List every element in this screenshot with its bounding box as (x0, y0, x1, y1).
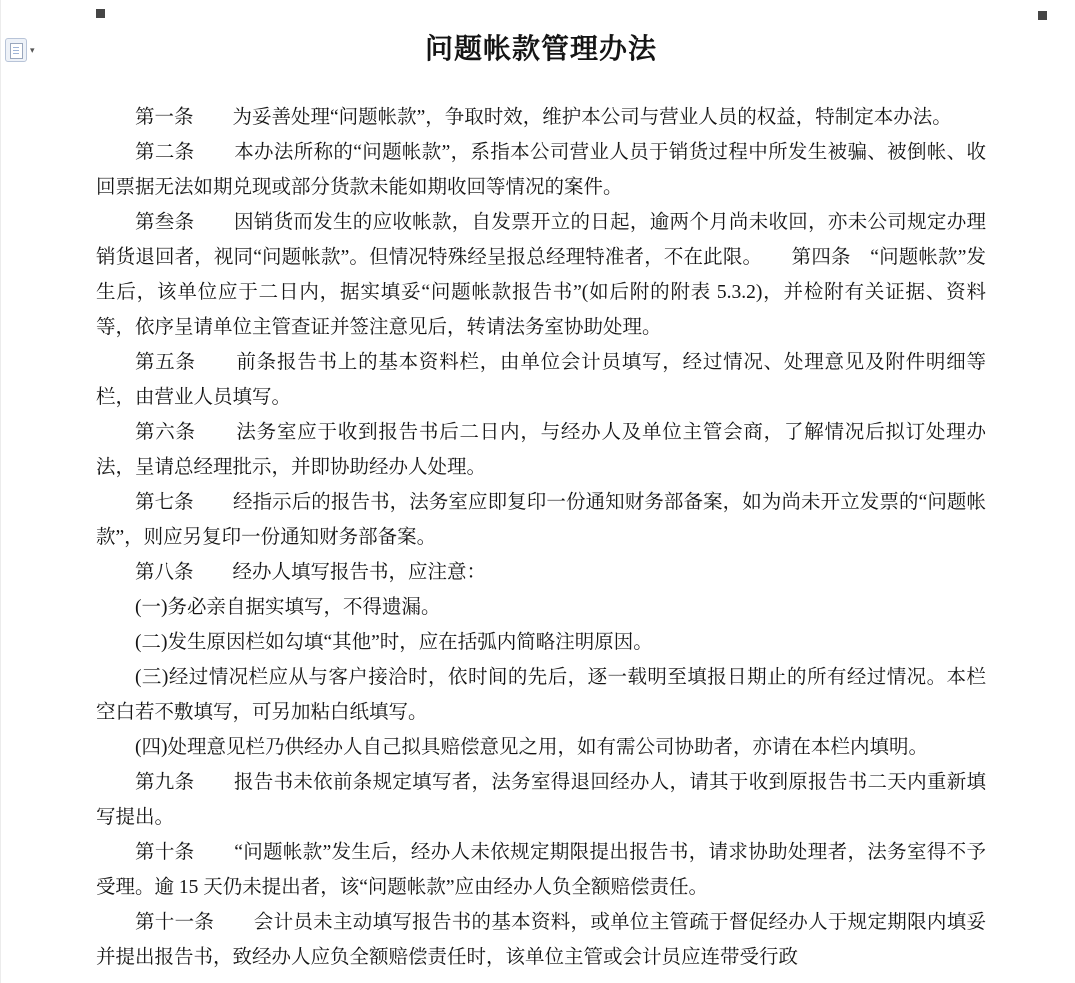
page-corner-mark-left (96, 9, 105, 18)
paragraph[interactable]: 第二条 本办法所称的“问题帐款”，系指本公司营业人员于销货过程中所发生被骗、被倒帐、收回票据无法如期兑现或部分货款未能如期收回等情况的案件。 (96, 142, 986, 198)
paragraph[interactable]: 第一条 为妥善处理“问题帐款”，争取时效，维护本公司与营业人员的权益，特制定本办法。 (135, 107, 952, 128)
paragraph[interactable]: (四)处理意见栏乃供经办人自己拟具赔偿意见之用，如有需公司协助者，亦请在本栏内填明。 (135, 737, 928, 758)
paragraph[interactable]: 第叁条 因销货而发生的应收帐款，自发票开立的日起，逾两个月尚未收回，亦未公司规定办理销货退回者，视同“问题帐款”。但情况特殊经呈报总经理特准者，不在此限。 第四条 “问题帐款”发生后，该单位应于二日内，据实填妥“问题帐款报告书”(如后附的附表 5.3.2)，并检附有关证据、资料等，依序呈请单位主管查证并签注意见后，转请法务室协助处理。 (96, 212, 986, 338)
paste-icon (5, 38, 27, 62)
document-page[interactable] (96, 34, 986, 975)
paste-icon-sheet (10, 43, 23, 59)
paragraph[interactable]: 第七条 经指示后的报告书，法务室应即复印一份通知财务部备案，如为尚未开立发票的“问题帐款”，则应另复印一份通知财务部备案。 (96, 492, 986, 548)
paragraph[interactable]: (一)务必亲自据实填写，不得遗漏。 (135, 597, 441, 618)
document-title[interactable]: 问题帐款管理办法 (424, 34, 657, 65)
chevron-down-icon[interactable]: ▾ (30, 44, 35, 55)
paragraph[interactable]: (三)经过情况栏应从与客户接洽时，依时间的先后，逐一载明至填报日期止的所有经过情况。本栏空白若不敷填写，可另加粘白纸填写。 (96, 667, 986, 723)
paragraph[interactable]: 第八条 经办人填写报告书，应注意： (135, 562, 487, 583)
paragraph[interactable]: 第六条 法务室应于收到报告书后二日内，与经办人及单位主管会商，了解情况后拟订处理办法，呈请总经理批示，并即协助经办人处理。 (96, 422, 986, 478)
paragraph[interactable]: 第九条 报告书未依前条规定填写者，法务室得退回经办人，请其于收到原报告书二天内重新填写提出。 (96, 772, 986, 828)
paragraph[interactable]: 第十条 “问题帐款”发生后，经办人未依规定期限提出报告书，请求协助处理者，法务室得不予受理。逾 15 天仍未提出者，该“问题帐款”应由经办人负全额赔偿责任。 (96, 842, 986, 898)
paste-options-button[interactable] (5, 38, 35, 62)
page-corner-mark-right (1038, 11, 1047, 20)
paragraph[interactable]: 第十一条 会计员未主动填写报告书的基本资料，或单位主管疏于督促经办人于规定期限内填妥并提出报告书，致经办人应负全额赔偿责任时，该单位主管或会计员应连带受行政 (96, 912, 986, 968)
paragraph[interactable]: 第五条 前条报告书上的基本资料栏，由单位会计员填写，经过情况、处理意见及附件明细等栏，由营业人员填写。 (96, 352, 986, 408)
paragraph[interactable]: (二)发生原因栏如勾填“其他”时，应在括弧内简略注明原因。 (135, 632, 653, 653)
document-body[interactable] (96, 100, 986, 975)
